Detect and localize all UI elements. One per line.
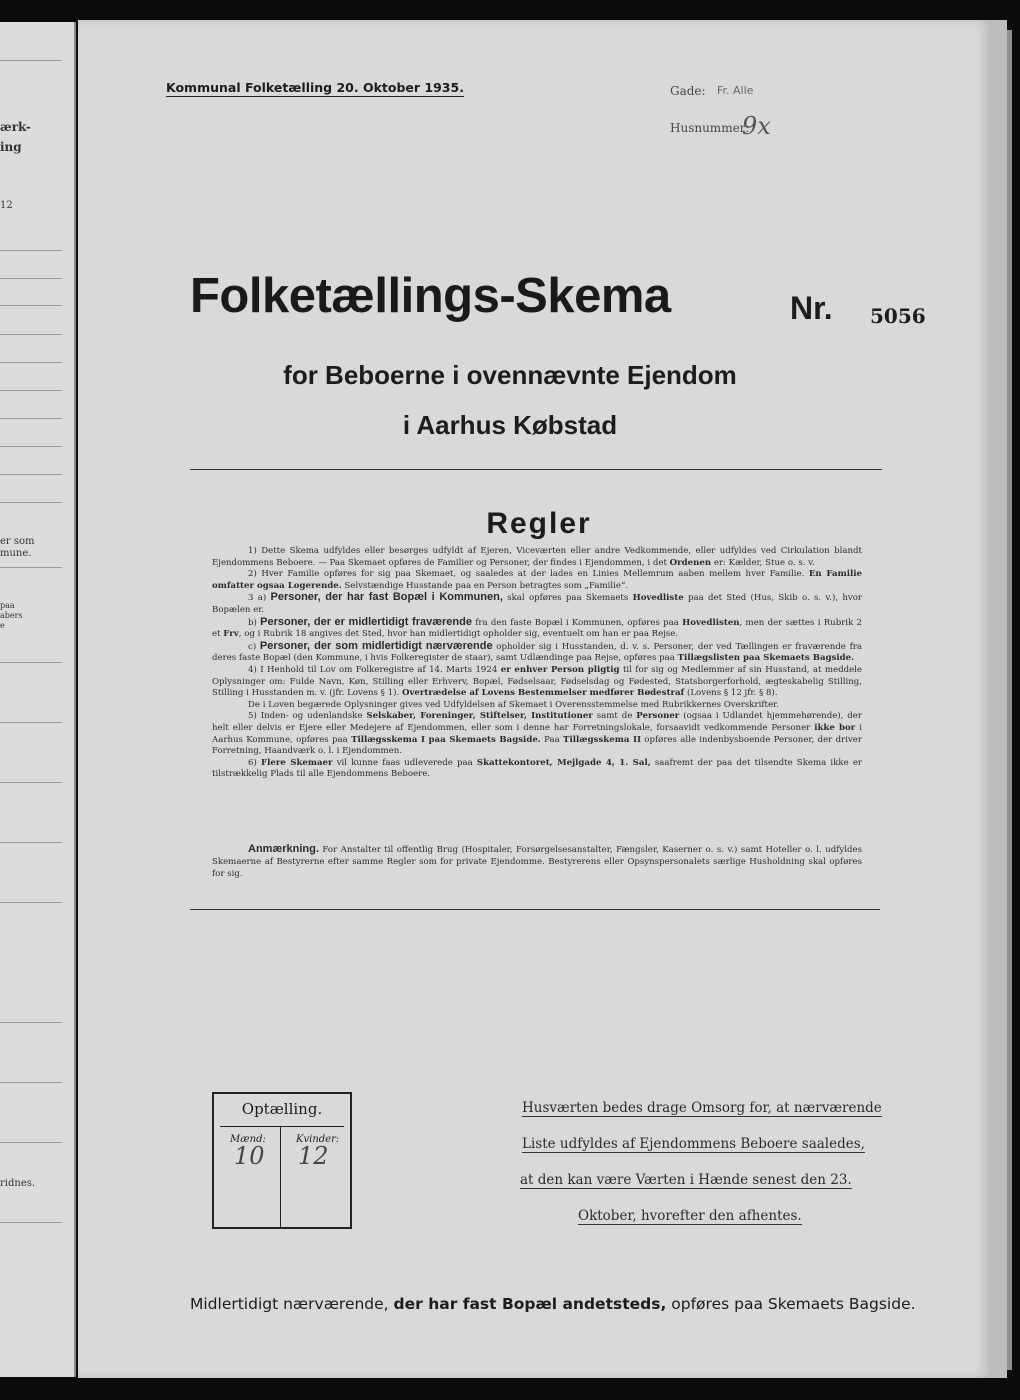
rule-3a: 3 a) Personer, der har fast Bopæl i Kommunen, skal opføres paa Skemaets Hovedliste paa det Sted (Hus, Skib o. s. v.), hvor Bopælen er. (212, 591, 863, 615)
left-rule (0, 902, 62, 903)
host-notice-line: Husværten bedes drage Omsorg for, at nærværende (522, 1100, 882, 1116)
host-notice-line: Liste udfyldes af Ejendommens Beboere saaledes, (522, 1136, 865, 1152)
note-block (212, 843, 862, 880)
rule-4b: De i Loven begærede Oplysninger gives ved Udfyldelsen af Skemaet i Overensstemmelse med Rubrikkernes Overskrifter. (248, 699, 779, 710)
rules-heading: Regler (486, 507, 592, 540)
left-page-edge (0, 22, 76, 1377)
left-rule (0, 567, 62, 568)
left-fragment: e (0, 621, 5, 630)
census-title-line: Kommunal Folketælling 20. Oktober 1935. (166, 80, 464, 95)
page-edge (1007, 30, 1012, 1370)
left-rule (0, 722, 62, 723)
divider (190, 909, 880, 910)
left-rule (0, 1142, 62, 1143)
left-rule (0, 305, 62, 306)
left-fragment: abers (0, 611, 23, 620)
note-text: Anmærkning. For Anstalter til offentlig Brug (Hospitaler, Forsørgelsesanstalter, Fængsler, Kaserner o. s. v.) samt Hoteller o. l. udfyldes Skemaerne af Bestyrerne efter samme Regler som for private Ejendomme. Bestyrerens eller Opsynspersonalets særlige Husholdning skal opføres for sig. (212, 843, 862, 879)
left-rule (0, 1222, 62, 1223)
rule-4: 4) I Henhold til Lov om Folkeregistre af 14. Marts 1924 er enhver Person pligtig til for sig og Medlemmer af sin Husstand, at meddele Oplysninger om: Fulde Navn, Køn, Stilling eller Erhverv, Bopæl, Fødselsaar, Fødselsdag og Fødested, Statsborgerforhold, ægteskabelig Stilling, Stilling i Husstanden m. v. (jfr. Lovens § 1). Overtrædelse af Lovens Bestemmelser medfører Bødestraf (Lovens § 12 jfr. § 8). (212, 664, 862, 699)
left-rule (0, 446, 62, 447)
left-fragment: ridnes. (0, 1178, 36, 1189)
left-fragment: 12 (0, 200, 13, 211)
left-fragment: paa (0, 601, 15, 610)
tally-women-value: 12 (298, 1142, 329, 1170)
left-rule (0, 1082, 62, 1083)
tally-divider (220, 1126, 344, 1127)
rule-2: 2) Hver Familie opføres for sig paa Skemaet, og saaledes at der lades en Linies Mellemrum aaben mellem hver Familie. En Familie omfatter ogsaa Logerende. Selvstændige Husstande paa en Person betragtes som „Familie“. (212, 569, 862, 591)
left-fragment: er som (0, 536, 35, 547)
form-nr-label: Nr. (790, 290, 833, 326)
left-fragment: ing (0, 140, 22, 154)
tally-box (212, 1092, 352, 1229)
form-number: 5056 (870, 304, 926, 328)
left-fragment: mune. (0, 548, 32, 559)
rule-1: 1) Dette Skema udfyldes eller besørges udfyldt af Ejeren, Viceværten eller andre Vedkommende, eller udfyldes ved Cirkulation blandt Ejendommens Beboere. — Paa Skemaet opføres de Familier og Personer, der findes i Ejendommen, i det Ordenen er: Kælder, Stue o. s. v. (212, 546, 862, 568)
rule-3c: c) Personer, der som midlertidigt nærværende opholder sig i Husstanden, d. v. s. Personer, der ved Tællingen er fraværende fra deres faste Bopæl (den Kommune, i hvis Folkeregister de staar), samt Udlændinge paa Rejse, opføres paa Tillægslisten paa Skemaets Bagside. (212, 639, 863, 664)
rule-6: 6) Flere Skemaer vil kunne faas udleverede paa Skattekontoret, Mejlgade 4, 1. Sal, saafremt der paa det tilsendte Skema ikke er tilstrækkelig Plads til alle Ejendommens Beboere. (212, 757, 863, 780)
left-rule (0, 502, 62, 503)
host-notice-line: Oktober, hvorefter den afhentes. (578, 1208, 802, 1224)
street-label: Gade: (670, 84, 706, 98)
rules-body (212, 546, 862, 781)
form-subtitle: for Beboerne i ovennævnte Ejendom (283, 360, 737, 390)
left-rule (0, 662, 62, 663)
host-notice-line: at den kan være Værten i Hænde senest den 23. (520, 1172, 852, 1188)
left-rule (0, 782, 62, 783)
tally-women-label: Kvinder: (296, 1134, 340, 1145)
tally-men-label: Mænd: (230, 1134, 266, 1145)
tally-title: Optælling. (241, 1100, 323, 1118)
left-rule (0, 334, 62, 335)
left-rule (0, 474, 62, 475)
rule-5: 5) Inden- og udenlandske Selskaber, Foreninger, Stiftelser, Institutioner samt de Personer (ogsaa i Udlandet hjemmehørende), der helt eller delvis er Ejere eller Medejere af Ejendommen, eller som i denne har Forretningslokale, forsaavidt vedkommende Personer ikke bor i Aarhus Kommune, opføres paa Tillægsskema I paa Skemaets Bagside. Paa Tillægsskema II opføres alle indenbysboende Personer, der driver Forretning, Haandværk o. l. i Ejendommen. (212, 711, 862, 757)
left-rule (0, 842, 62, 843)
house-number-label: Husnummer: (670, 121, 750, 135)
tally-divider (280, 1126, 281, 1227)
footer-note: Midlertidigt nærværende, der har fast Bopæl andetsteds, opføres paa Skemaets Bagside. (190, 1295, 916, 1313)
left-fragment: ærk- (0, 120, 31, 134)
left-rule (0, 60, 62, 61)
rule-3b: b) Personer, der er midlertidigt fraværende fra den faste Bopæl i Kommunen, opføres paa Hovedlisten, men der sættes i Rubrik 2 et Frv, og i Rubrik 18 angives det Sted, hvor han midlertidigt opholder sig, eventuelt om han er paa Rejse. (212, 615, 863, 640)
left-rule (0, 278, 62, 279)
divider (190, 469, 882, 470)
form-main-title: Folketællings-Skema (190, 269, 671, 323)
house-number-value: 9x (742, 112, 771, 140)
left-rule (0, 1022, 62, 1023)
page-edge (993, 20, 1007, 1378)
street-value: Fr. Alle (717, 84, 754, 97)
tally-men-value: 10 (234, 1142, 265, 1170)
form-subtitle: i Aarhus Købstad (402, 410, 618, 440)
left-rule (0, 250, 62, 251)
